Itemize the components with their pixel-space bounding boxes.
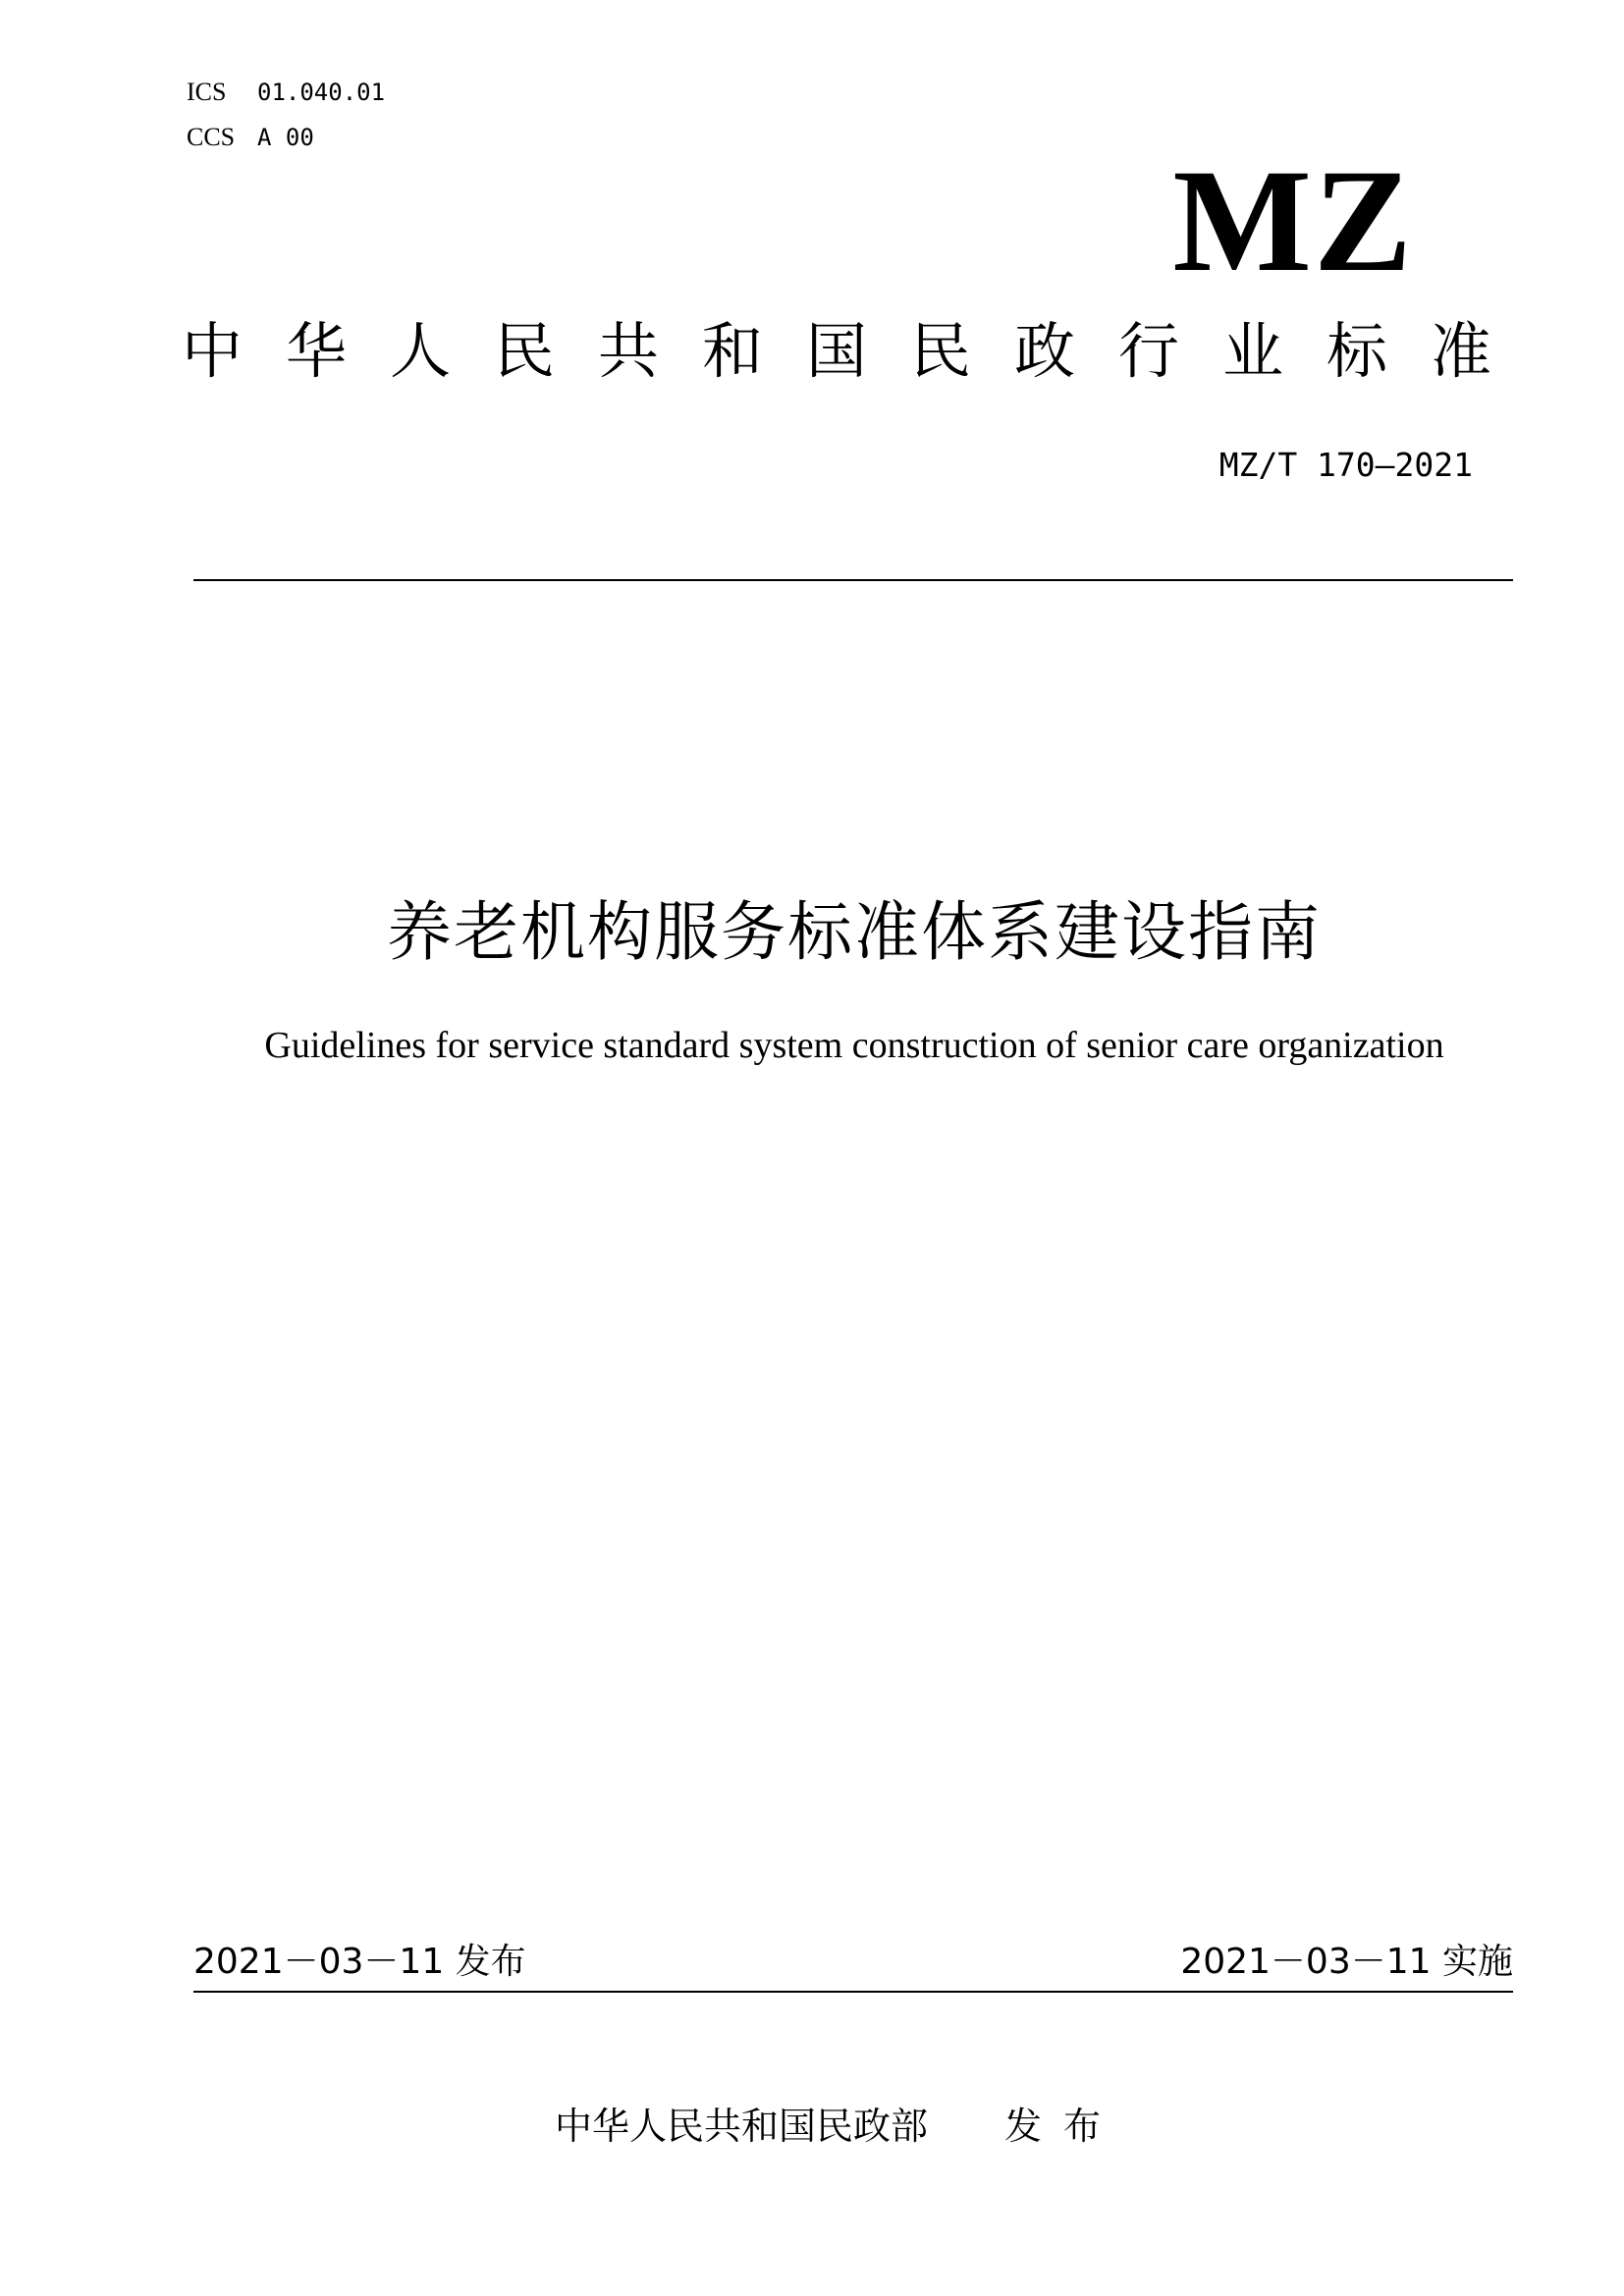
implementation-date: 2021－03－11 实施: [1180, 1942, 1513, 1982]
publisher-org: 中华人民共和国民政部: [555, 2105, 929, 2148]
ics-label: ICS: [187, 78, 227, 106]
top-divider: [193, 579, 1513, 581]
issue-date: 2021－03－11 发布: [193, 1942, 526, 1982]
ccs-value: A 00: [257, 124, 314, 151]
publish-action: 发布: [1004, 2105, 1123, 2148]
ics-value: 01.040.01: [257, 79, 386, 106]
standard-number: MZ/T 170—2021: [1218, 446, 1473, 484]
document-title-en: Guidelines for service standard system construction of senior care organization: [264, 1025, 1444, 1066]
ccs-classification: [187, 122, 314, 153]
document-title-zh: 养老机构服务标准体系建设指南: [387, 894, 1322, 970]
mz-logo: MZ: [1172, 139, 1414, 302]
industry-standard-title: 中华人民共和国民政行业标准: [182, 315, 1536, 387]
publisher-line: [555, 2101, 1122, 2152]
ccs-label: CCS: [187, 123, 236, 151]
ics-classification: [187, 77, 385, 108]
bottom-divider: [193, 1991, 1513, 1993]
